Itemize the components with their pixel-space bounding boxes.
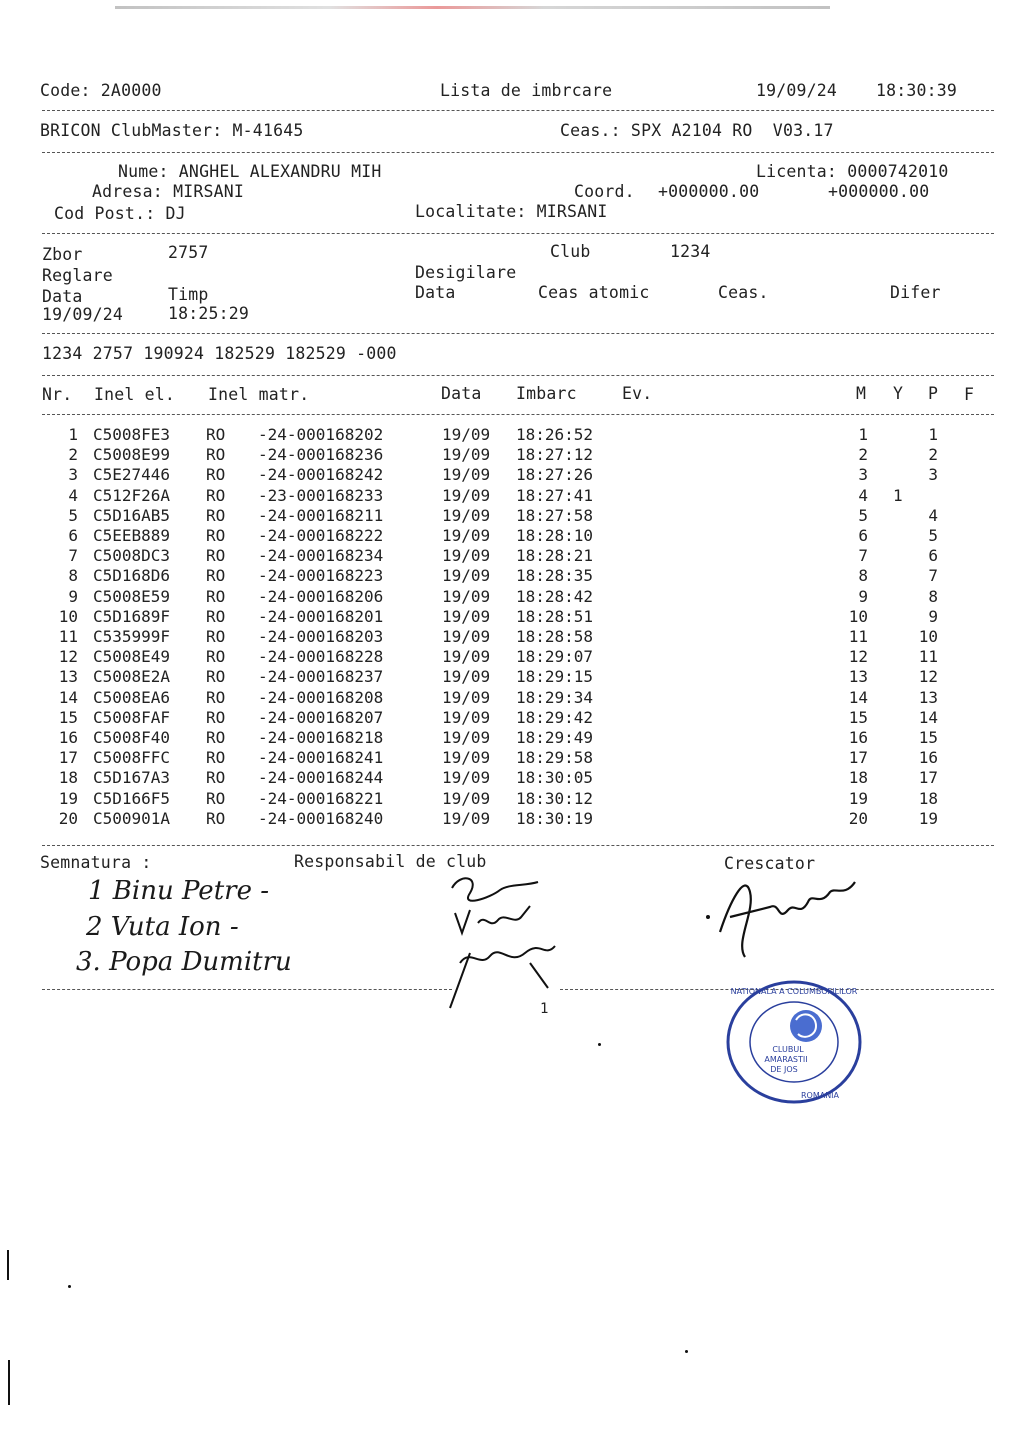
row-inel-el: C5008E99 [93,445,171,465]
row-nr: 12 [58,647,78,667]
table-row [0,629,1024,649]
row-m: 9 [858,586,868,606]
table-row [0,649,1024,669]
doc-date: 19/09/24 [756,81,838,100]
table-row [0,485,1024,508]
row-time: 18:29:07 [516,647,594,667]
row-country: RO [206,586,226,606]
row-inel-matr: -24-000168241 [258,748,384,768]
row-country: RO [206,627,226,646]
col-inel-el: Inel el. [94,385,176,404]
table-row [0,808,1024,831]
row-p: 3 [928,465,938,485]
row-inel-matr: -24-000168203 [258,627,384,646]
responsabil-signatures [430,868,580,1018]
row-nr: 11 [58,627,78,646]
col-y: Y [893,384,904,403]
row-date: 19/09 [442,445,491,465]
row-date: 19/09 [442,505,491,525]
row-country: RO [206,687,226,707]
svg-text:AMARASTII: AMARASTII [764,1055,808,1064]
divider [42,414,994,415]
row-inel-el: C5008E59 [93,586,171,606]
divider [42,110,994,111]
table-row [0,505,1024,528]
row-nr: 17 [58,748,78,768]
row-p: 12 [918,667,938,687]
row-country: RO [206,505,226,525]
col-ev: Ev. [622,384,653,403]
row-nr: 1 [68,425,78,444]
row-m: 3 [858,465,868,485]
row-date: 19/09 [442,728,491,747]
row-date: 19/09 [442,647,491,667]
col-data: Data [441,384,482,403]
table-row [0,467,1024,487]
row-inel-el: C5008FAF [93,707,171,727]
scan-dot [685,1350,688,1353]
timp-label: Timp [168,285,209,304]
row-time: 18:28:42 [516,586,594,606]
svg-text:CLUBUL: CLUBUL [772,1045,804,1054]
row-time: 18:28:58 [516,627,594,646]
flight-code-line: 1234 2757 190924 182529 182529 -000 [42,344,397,363]
row-date: 19/09 [442,808,491,828]
doc-title: Lista de imbrcare [440,81,613,100]
row-inel-matr: -24-000168221 [258,788,384,808]
row-date: 19/09 [442,627,491,646]
row-inel-matr: -24-000168242 [258,465,384,485]
ceas-atomic-label: Ceas atomic [538,283,650,302]
row-inel-el: C5008EA6 [93,687,171,707]
svg-text:DE JOS: DE JOS [770,1065,798,1074]
row-date: 19/09 [442,566,491,586]
row-time: 18:29:58 [516,748,594,768]
row-nr: 10 [58,606,78,626]
row-p: 16 [918,748,938,768]
device-clock: Ceas.: SPX A2104 RO V03.17 [560,121,834,140]
semnatura-label: Semnatura : [40,853,152,872]
signature-2: 2 Vuta Ion - [86,912,239,942]
scan-mark [8,1360,10,1405]
row-nr: 7 [68,546,78,566]
row-time: 18:30:19 [516,808,594,828]
row-country: RO [206,788,226,808]
row-m: 7 [858,546,868,566]
row-time: 18:29:49 [516,728,594,747]
row-date: 19/09 [442,546,491,566]
row-p: 1 [928,425,938,444]
reglare-time: 18:25:29 [168,304,250,323]
row-m: 5 [858,505,868,525]
row-inel-el: C5D168D6 [93,566,171,586]
owner-address: Adresa: MIRSANI [92,182,245,201]
row-p: 6 [928,546,938,566]
row-time: 18:29:15 [516,667,594,687]
col-nr: Nr. [42,385,73,404]
signature-3: 3. Popa Dumitru [76,947,292,977]
scan-mark [7,1250,9,1280]
scan-dot [598,1043,601,1046]
row-country: RO [206,546,226,566]
row-country: RO [206,485,226,505]
row-m: 19 [848,788,868,808]
row-nr: 20 [58,808,78,828]
row-inel-matr: -24-000168202 [258,425,384,444]
row-time: 18:27:12 [516,445,594,465]
row-inel-matr: -24-000168240 [258,808,384,828]
row-inel-matr: -24-000168208 [258,687,384,707]
row-inel-el: C5008F40 [93,728,171,747]
scan-dot [68,1285,71,1288]
row-inel-matr: -24-000168207 [258,707,384,727]
col-f: F [964,385,975,404]
device-model: BRICON ClubMaster: M-41645 [40,121,304,140]
divider [42,233,994,234]
row-inel-matr: -24-000168201 [258,606,384,626]
svg-text:NATIONALA A COLUMBOFILILOR: NATIONALA A COLUMBOFILILOR [730,987,858,996]
row-p: 10 [918,627,938,646]
row-inel-el: C500901A [93,808,171,828]
row-country: RO [206,425,226,444]
row-country: RO [206,647,226,667]
row-country: RO [206,808,226,828]
row-inel-matr: -24-000168234 [258,546,384,566]
row-nr: 13 [58,667,78,687]
row-inel-matr: -24-000168228 [258,647,384,667]
row-date: 19/09 [442,526,491,545]
row-m: 1 [858,425,868,444]
doc-code: Code: 2A0000 [40,81,162,100]
row-time: 18:27:26 [516,465,594,485]
col-m: M [856,384,867,403]
row-inel-el: C5008E49 [93,647,171,667]
row-nr: 15 [58,707,78,727]
row-country: RO [206,526,226,545]
row-time: 18:29:42 [516,707,594,727]
row-inel-el: C5D167A3 [93,768,171,788]
col-inel-matr: Inel matr. [208,385,310,404]
row-p: 17 [918,768,938,788]
row-p: 2 [928,445,938,465]
table-row [0,548,1024,568]
reglare-date: 19/09/24 [42,305,124,324]
row-country: RO [206,707,226,727]
row-inel-matr: -24-000168206 [258,586,384,606]
row-date: 19/09 [442,586,491,606]
row-country: RO [206,667,226,687]
club-value: 1234 [670,242,711,261]
row-nr: 6 [68,526,78,545]
row-p: 11 [918,647,938,667]
row-nr: 8 [68,566,78,586]
zbor-label: Zbor [42,245,83,264]
row-p: 9 [928,606,938,626]
divider [42,375,994,376]
row-inel-el: C535999F [93,627,171,646]
row-time: 18:30:12 [516,788,594,808]
row-inel-el: C5E27446 [93,465,171,485]
table-row [0,528,1024,548]
difer-label: Difer [890,283,941,302]
row-inel-el: C512F26A [93,485,171,505]
row-country: RO [206,465,226,485]
row-nr: 9 [68,586,78,606]
owner-locality: Localitate: MIRSANI [415,202,608,221]
col-imbarc: Imbarc [516,384,577,403]
table-row [0,750,1024,770]
row-inel-matr: -24-000168223 [258,566,384,586]
coord-2: +000000.00 [828,182,930,201]
divider [42,845,994,846]
reglare-label: Reglare [42,266,113,285]
row-nr: 3 [68,465,78,485]
row-date: 19/09 [442,465,491,485]
doc-time: 18:30:39 [876,81,958,100]
row-inel-matr: -24-000168211 [258,505,384,525]
table-row [0,447,1024,467]
row-inel-el: C5EEB889 [93,526,171,545]
coord-1: +000000.00 [658,182,760,201]
row-m: 13 [848,667,868,687]
table-row [0,606,1024,629]
row-m: 17 [848,748,868,768]
row-inel-el: C5008E2A [93,667,171,687]
row-inel-matr: -24-000168222 [258,526,384,545]
desigilare-label: Desigilare [415,263,517,282]
row-m: 8 [858,566,868,586]
row-country: RO [206,768,226,788]
row-nr: 2 [68,445,78,465]
row-m: 20 [848,808,868,828]
responsabil-label: Responsabil de club [294,852,487,871]
row-date: 19/09 [442,768,491,788]
divider [42,989,452,990]
table-row [0,730,1024,750]
row-p: 7 [928,566,938,586]
row-inel-matr: -24-000168244 [258,768,384,788]
row-p: 13 [918,687,938,707]
row-inel-el: C5D166F5 [93,788,171,808]
row-nr: 5 [68,505,78,525]
table-row [0,586,1024,609]
row-inel-el: C5D16AB5 [93,505,171,525]
owner-license: Licenta: 0000742010 [756,162,949,181]
row-p: 8 [928,586,938,606]
coord-label: Coord. [574,182,635,201]
row-p: 5 [928,526,938,545]
row-m: 6 [858,526,868,545]
club-stamp [724,980,864,1110]
row-date: 19/09 [442,748,491,768]
row-m: 15 [848,707,868,727]
scan-edge [115,6,830,9]
row-nr: 18 [58,768,78,788]
signature-1: 1 Binu Petre - [88,876,270,906]
row-m: 4 [858,485,868,505]
row-p: 19 [918,808,938,828]
row-date: 19/09 [442,707,491,727]
row-date: 19/09 [442,425,491,444]
ceas-label: Ceas. [718,283,769,302]
row-time: 18:26:52 [516,425,594,444]
row-date: 19/09 [442,687,491,707]
club-label: Club [550,242,591,261]
owner-postal: Cod Post.: DJ [54,204,186,223]
row-m: 2 [858,445,868,465]
row-time: 18:28:35 [516,566,594,586]
row-m: 16 [848,728,868,747]
row-inel-matr: -23-000168233 [258,485,384,505]
page-number: 1 [540,1001,549,1017]
row-p: 4 [928,505,938,525]
table-row [0,427,1024,447]
row-country: RO [206,566,226,586]
row-date: 19/09 [442,788,491,808]
row-time: 18:28:51 [516,606,594,626]
row-inel-el: C5008FFC [93,748,171,768]
table-row [0,788,1024,811]
row-inel-el: C5D1689F [93,606,171,626]
row-m: 10 [848,606,868,626]
row-inel-el: C5008FE3 [93,425,171,444]
col-p: P [928,384,939,403]
row-time: 18:27:58 [516,505,594,525]
svg-text:ROMANIA: ROMANIA [800,1091,840,1100]
row-inel-matr: -24-000168237 [258,667,384,687]
row-date: 19/09 [442,485,491,505]
row-inel-el: C5008DC3 [93,546,171,566]
row-country: RO [206,748,226,768]
row-time: 18:30:05 [516,768,594,788]
data-label: Data [42,287,83,306]
row-nr: 4 [68,485,78,505]
row-time: 18:27:41 [516,485,594,505]
row-nr: 16 [58,728,78,747]
row-country: RO [206,445,226,465]
table-row [0,707,1024,730]
row-m: 14 [848,687,868,707]
row-p: 14 [918,707,938,727]
row-date: 19/09 [442,606,491,626]
row-country: RO [206,606,226,626]
row-m: 12 [848,647,868,667]
data-label-2: Data [415,283,456,302]
row-nr: 14 [58,687,78,707]
row-time: 18:28:21 [516,546,594,566]
crescator-label: Crescator [724,854,816,873]
zbor-value: 2757 [168,243,209,262]
owner-name: Nume: ANGHEL ALEXANDRU MIH [118,162,382,181]
row-inel-matr: -24-000168218 [258,728,384,747]
row-p: 15 [918,728,938,747]
table-row [0,669,1024,689]
row-m: 11 [848,627,868,646]
row-p: 18 [918,788,938,808]
table-row [0,770,1024,790]
row-y: 1 [893,485,903,505]
crescator-signature [700,862,870,972]
row-country: RO [206,728,226,747]
row-nr: 19 [58,788,78,808]
row-time: 18:29:34 [516,687,594,707]
row-time: 18:28:10 [516,526,594,545]
divider [42,152,994,153]
row-m: 18 [848,768,868,788]
row-inel-matr: -24-000168236 [258,445,384,465]
table-row [0,568,1024,588]
divider [42,333,994,334]
table-row [0,687,1024,710]
row-date: 19/09 [442,667,491,687]
